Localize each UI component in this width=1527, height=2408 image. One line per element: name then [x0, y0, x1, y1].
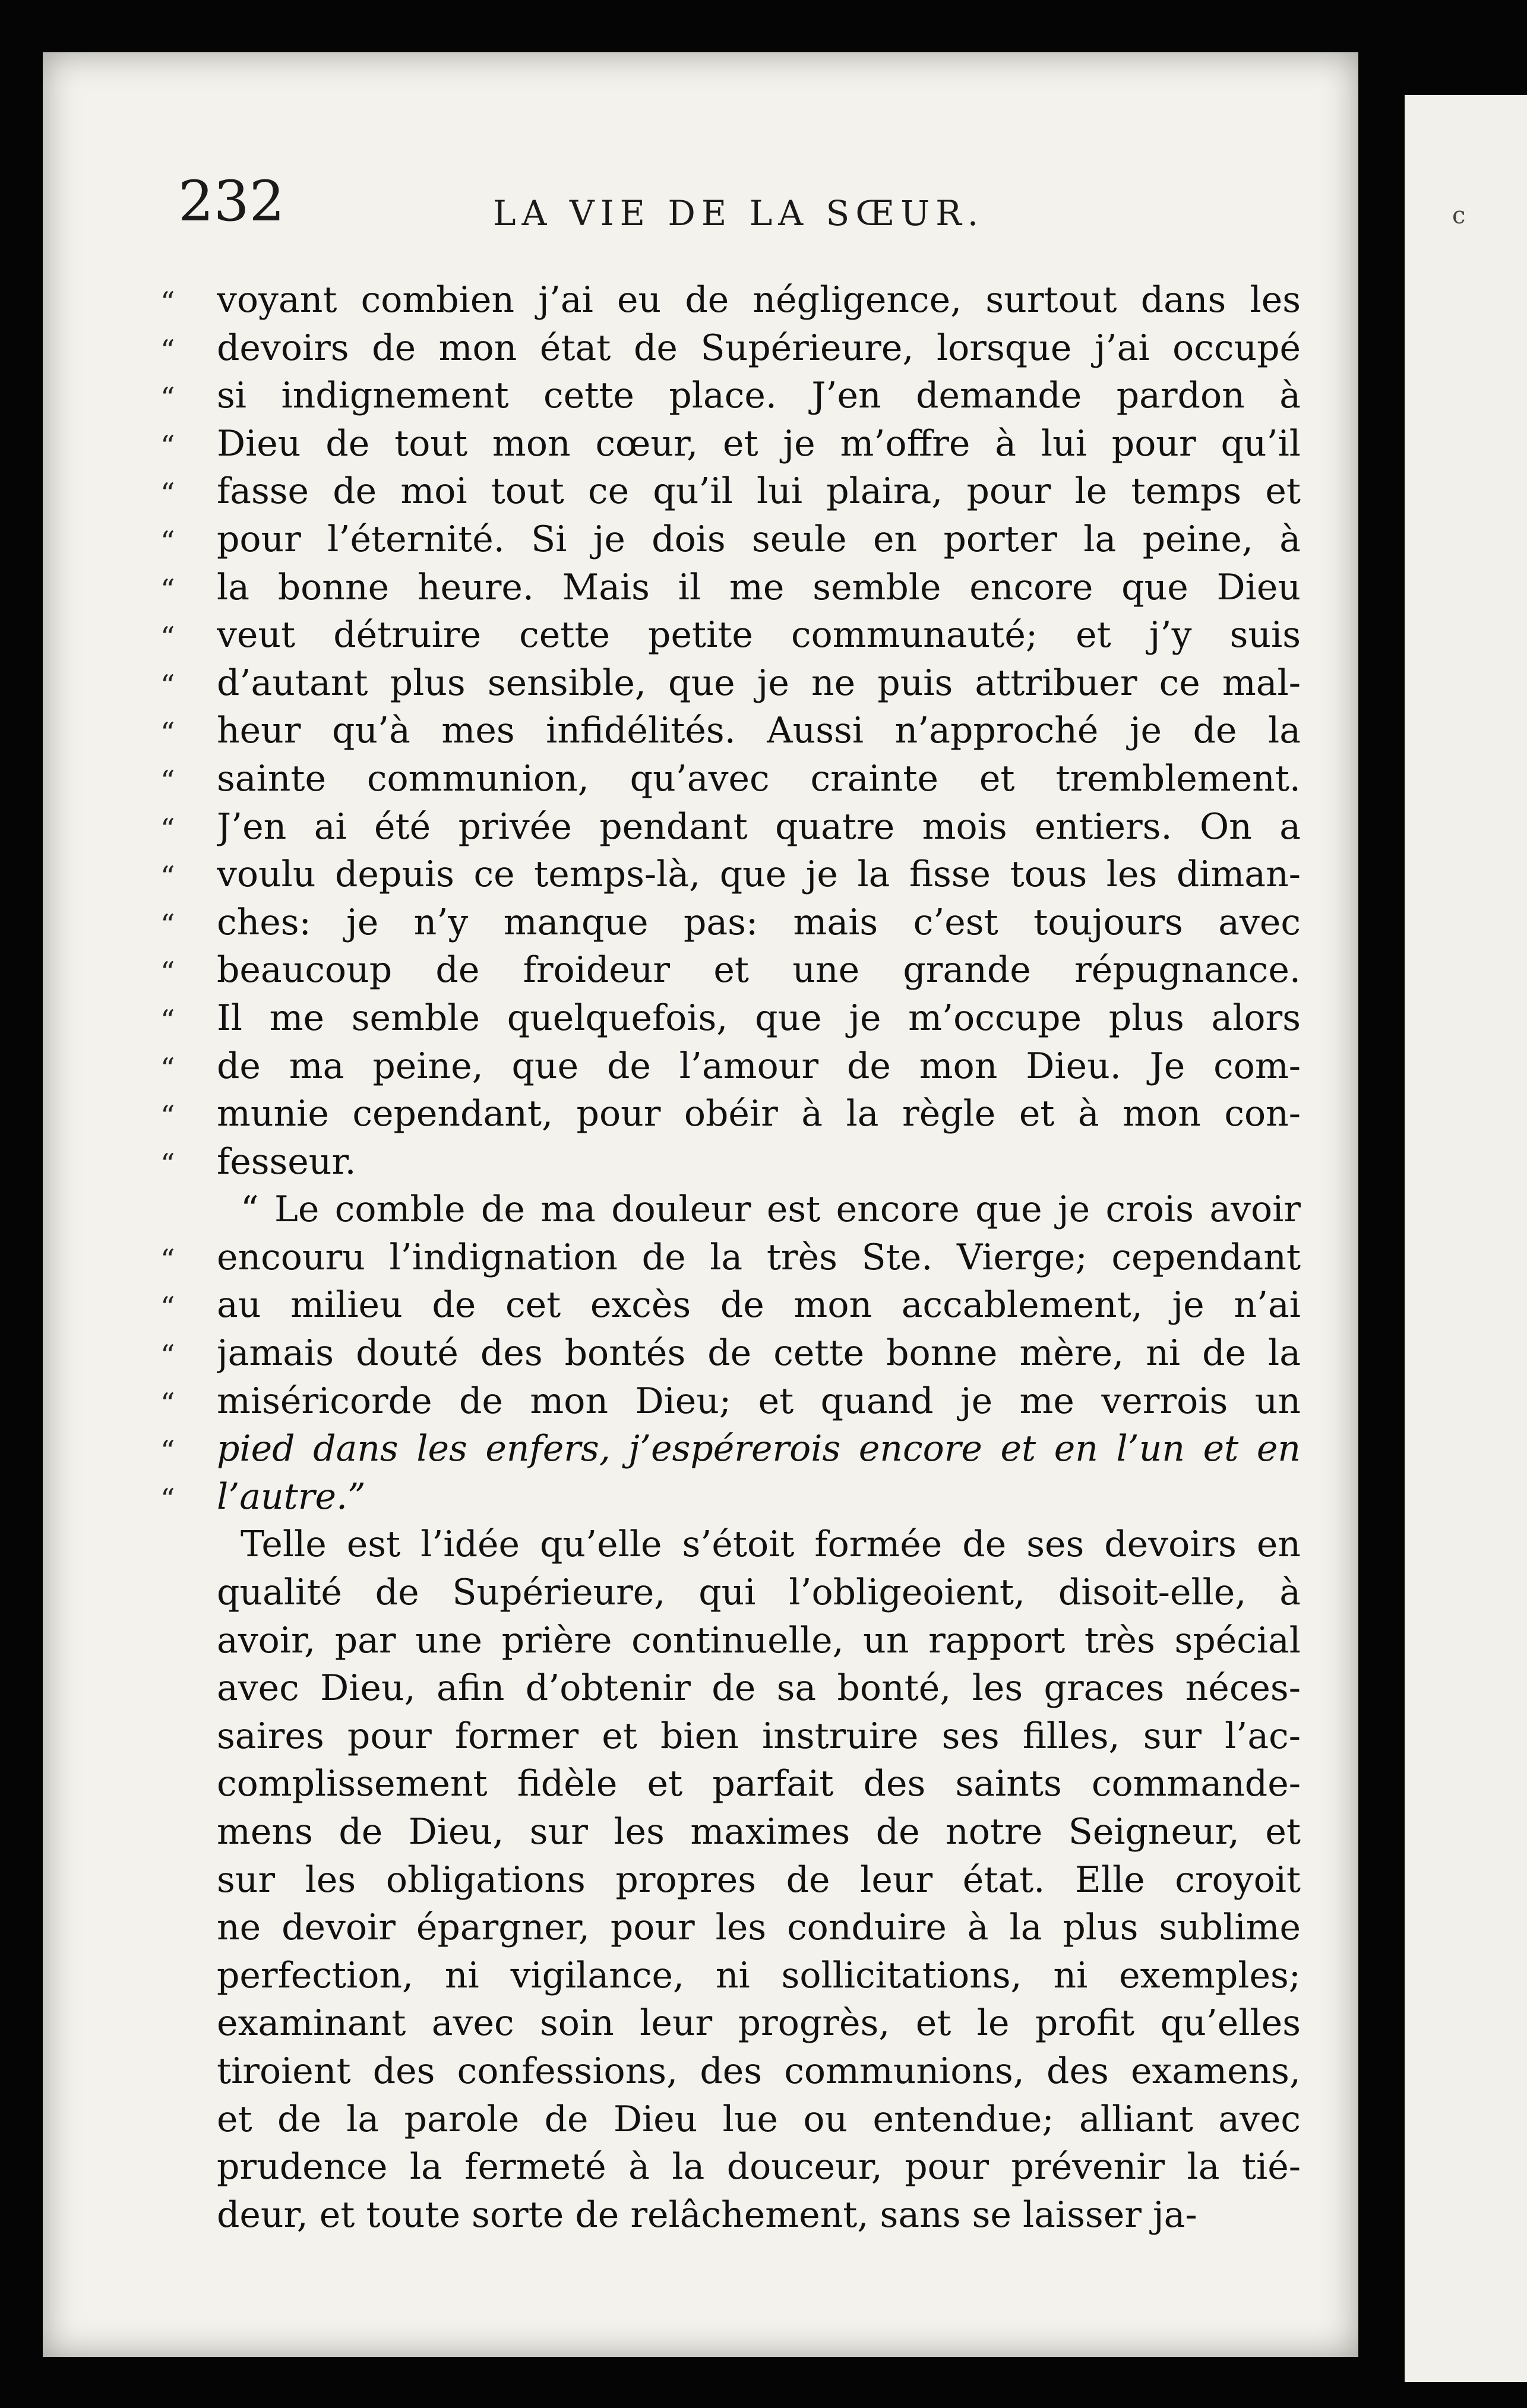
- quote-mark: “: [160, 333, 175, 367]
- quote-mark: “: [160, 668, 175, 702]
- text-line: [160, 1189, 1301, 1237]
- line-text: deur, et toute sorte de relâchement, sans se laisser ja-: [217, 2194, 1197, 2236]
- line-text: Dieu de tout mon cœur, et je m’offre à lui pour qu’il: [217, 422, 1301, 464]
- quote-mark: “: [160, 1051, 175, 1085]
- text-line: [160, 2050, 1301, 2099]
- text-line: [160, 1811, 1301, 1859]
- line-text: complissement fidèle et parfait des saints commande-: [217, 1763, 1301, 1805]
- text-line: [160, 1141, 1301, 1189]
- line-text: d’autant plus sensible, que je ne puis attribuer ce mal-: [217, 662, 1301, 704]
- text-line: [160, 997, 1301, 1045]
- quote-mark: “: [160, 956, 175, 990]
- text-line: [160, 519, 1301, 567]
- line-text: fesseur.: [217, 1140, 356, 1183]
- line-text: pied dans les enfers, j’espérerois encore et en l’un et en: [217, 1428, 1301, 1470]
- next-page-edge: [1405, 95, 1527, 2382]
- line-text: prudence la fermeté à la douceur, pour prévenir la tié-: [217, 2146, 1301, 2188]
- text-line: [160, 1428, 1301, 1476]
- text-line: [160, 2194, 1301, 2242]
- line-text: fasse de moi tout ce qu’il lui plaira, pour le temps et: [217, 470, 1301, 513]
- quote-mark: “: [160, 429, 175, 463]
- text-line: [160, 1572, 1301, 1620]
- text-line: [160, 854, 1301, 902]
- quote-mark: “: [160, 1243, 175, 1276]
- text-line: [160, 1715, 1301, 1764]
- text-line: [160, 1667, 1301, 1715]
- text-line: [160, 710, 1301, 758]
- page-number: 232: [178, 169, 285, 234]
- text-line: [160, 2002, 1301, 2050]
- text-line: [160, 1380, 1301, 1429]
- line-text: mens de Dieu, sur les maximes de notre Seigneur, et: [217, 1811, 1301, 1853]
- line-text: Il me semble quelquefois, que je m’occupe plus alors: [217, 997, 1301, 1039]
- line-text: tiroient des confessions, des communions, des examens,: [217, 2050, 1301, 2092]
- text-line: [160, 614, 1301, 662]
- text-line: [160, 1045, 1301, 1094]
- line-text: perfection, ni vigilance, ni sollicitations, ni exemples;: [217, 1954, 1301, 1996]
- line-text: voulu depuis ce temps-là, que je la fisse tous les diman-: [217, 854, 1301, 896]
- text-line: [160, 279, 1301, 327]
- quote-mark: “: [160, 1482, 175, 1516]
- line-text: miséricorde de mon Dieu; et quand je me verrois un: [217, 1380, 1301, 1422]
- line-text: pour l’éternité. Si je dois seule en porter la peine, à: [217, 518, 1301, 560]
- quote-mark: “: [160, 573, 175, 606]
- quote-mark: “: [160, 1003, 175, 1037]
- line-text: heur qu’à mes infidélités. Aussi n’approché je de la: [217, 710, 1301, 752]
- text-line: [160, 567, 1301, 615]
- page-header: [137, 157, 1319, 241]
- quote-mark: “: [160, 477, 175, 511]
- line-text: veut détruire cette petite communauté; et j’y suis: [217, 614, 1301, 656]
- line-text: sur les obligations propres de leur état. Elle croyoit: [217, 1859, 1301, 1901]
- quote-mark: “: [160, 1339, 175, 1373]
- line-text: jamais douté des bontés de cette bonne mère, ni de la: [217, 1332, 1301, 1374]
- quote-mark: “: [160, 860, 175, 894]
- line-text: devoirs de mon état de Supérieure, lorsque j’ai occupé: [217, 327, 1301, 369]
- quote-mark: “: [160, 716, 175, 750]
- quote-mark: “: [160, 1147, 175, 1181]
- text-line: [160, 2099, 1301, 2147]
- quote-mark: “: [160, 1291, 175, 1325]
- line-text: l’autre.”: [217, 1475, 366, 1518]
- text-line: [160, 423, 1301, 471]
- line-text: sainte communion, qu’avec crainte et tremblement.: [217, 757, 1301, 799]
- text-line: [160, 1859, 1301, 1907]
- line-text: voyant combien j’ai eu de négligence, surtout dans les: [217, 279, 1301, 321]
- line-text: “ Le comble de ma douleur est encore que je crois avoir: [241, 1189, 1301, 1231]
- text-line: [160, 2146, 1301, 2194]
- quote-mark: “: [160, 621, 175, 655]
- line-text: beaucoup de froideur et une grande répugnance.: [217, 949, 1301, 991]
- line-text: qualité de Supérieure, qui l’obligeoient, disoit-elle, à: [217, 1572, 1301, 1614]
- quote-mark: “: [160, 1099, 175, 1133]
- line-text: ne devoir épargner, pour les conduire à la plus sublime: [217, 1907, 1301, 1949]
- line-text: J’en ai été privée pendant quatre mois entiers. On a: [217, 805, 1301, 848]
- line-text: avec Dieu, afin d’obtenir de sa bonté, les graces néces-: [217, 1667, 1301, 1709]
- quote-mark: “: [160, 1434, 175, 1468]
- quote-mark: “: [160, 381, 175, 415]
- line-text: la bonne heure. Mais il me semble encore que Dieu: [217, 566, 1301, 608]
- line-text: examinant avec soin leur progrès, et le profit qu’elles: [217, 2002, 1301, 2044]
- text-line: [160, 758, 1301, 806]
- text-line: [160, 470, 1301, 519]
- line-text: et de la parole de Dieu lue ou entendue; alliant avec: [217, 2098, 1301, 2140]
- text-line: [160, 1476, 1301, 1524]
- text-line: [160, 662, 1301, 710]
- text-line: [160, 327, 1301, 375]
- text-line: [160, 1093, 1301, 1141]
- quote-mark: “: [160, 908, 175, 941]
- quote-mark: “: [160, 812, 175, 846]
- line-text: si indignement cette place. J’en demande pardon à: [217, 375, 1301, 417]
- line-text: munie cependant, pour obéir à la règle et à mon con-: [217, 1093, 1301, 1135]
- quote-mark: “: [160, 524, 175, 558]
- next-page-edge-mark: c: [1452, 202, 1466, 229]
- text-line: [160, 1907, 1301, 1955]
- text-line: [160, 949, 1301, 997]
- text-line: [160, 1763, 1301, 1811]
- text-line: [160, 1620, 1301, 1668]
- text-line: [160, 902, 1301, 950]
- line-text: ches: je n’y manque pas: mais c’est toujours avec: [217, 901, 1301, 943]
- running-title: LA VIE DE LA SŒUR.: [493, 193, 985, 233]
- text-line: [160, 1237, 1301, 1285]
- quote-mark: “: [160, 764, 175, 798]
- text-line: [160, 1284, 1301, 1332]
- text-line: [160, 1332, 1301, 1380]
- line-text: avoir, par une prière continuelle, un rapport très spécial: [217, 1619, 1301, 1661]
- quote-mark: “: [160, 286, 175, 319]
- line-text: au milieu de cet excès de mon accablement, je n’ai: [217, 1284, 1301, 1326]
- line-text: de ma peine, que de l’amour de mon Dieu. Je com-: [217, 1045, 1301, 1087]
- body-text: [160, 279, 1301, 2242]
- text-line: [160, 1524, 1301, 1572]
- text-line: [160, 806, 1301, 854]
- line-text: saires pour former et bien instruire ses filles, sur l’ac-: [217, 1715, 1301, 1757]
- line-text: encouru l’indignation de la très Ste. Vierge; cependant: [217, 1236, 1301, 1278]
- quote-mark: “: [160, 1386, 175, 1420]
- text-line: [160, 1955, 1301, 2003]
- text-line: [160, 375, 1301, 423]
- line-text: Telle est l’idée qu’elle s’étoit formée de ses devoirs en: [241, 1524, 1301, 1566]
